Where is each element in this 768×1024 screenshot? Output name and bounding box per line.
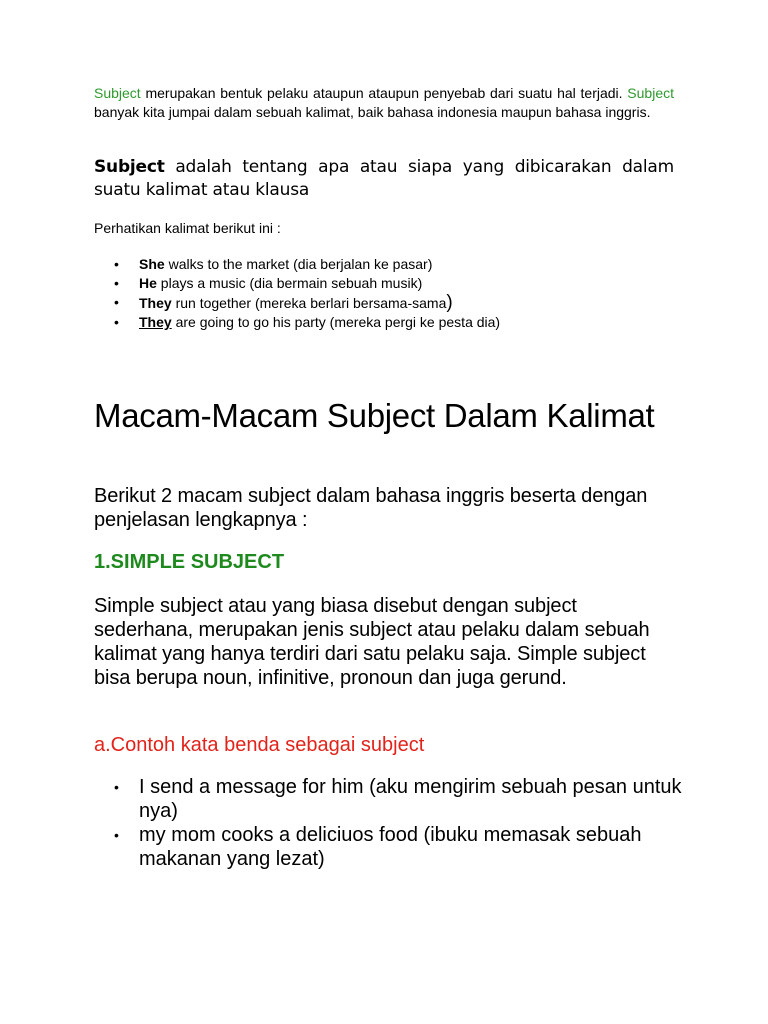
subject-term: Subject — [94, 85, 141, 101]
list-item — [94, 293, 694, 313]
example-text: are going to go his party (mereka pergi ke pesta dia) — [171, 314, 501, 330]
section-body: Simple subject atau yang biasa disebut dengan subject sederhana, merupakan jenis subject atau pelaku dalam sebuah kalimat yang hanya terdiri dari satu pelaku saja. Simple subject bisa berupa noun, infinitive, pronoun dan juga gerund. — [94, 595, 650, 689]
section-title-simple-subject: 1.SIMPLE SUBJECT — [94, 551, 285, 573]
subject-term: Subject — [627, 85, 674, 101]
list-item — [94, 313, 694, 332]
intro-paragraph — [94, 84, 674, 122]
list-item — [94, 255, 694, 274]
intro-text-2: banyak kita jumpai dalam sebuah kalimat, baik bahasa indonesia maupun bahasa inggris. — [94, 104, 651, 120]
example-text: walks to the market (dia berjalan ke pasar) — [164, 256, 433, 272]
list-item — [94, 274, 694, 293]
example-subject: She — [139, 256, 165, 272]
list-item: • I send a message for him (aku mengirim sebuah pesan untuk nya) — [94, 775, 694, 823]
example-subject: They — [139, 295, 172, 311]
page-heading: Macam-Macam Subject Dalam Kalimat — [94, 397, 655, 434]
examples-prompt: Perhatikan kalimat berikut ini : — [94, 220, 281, 236]
definition-term: Subject — [94, 157, 165, 177]
intro-text-1: merupakan bentuk pelaku ataupun ataupun penyebab dari suatu hal terjadi. — [140, 85, 628, 101]
definition-text: adalah tentang apa atau siapa yang dibicarakan dalam suatu kalimat atau klausa — [94, 157, 674, 200]
example-closing-paren: ) — [446, 292, 453, 313]
definition-paragraph — [94, 156, 674, 202]
examples-list — [94, 255, 694, 332]
example-subject: He — [139, 275, 157, 291]
example-subject: They — [139, 314, 172, 330]
list-item: • my mom cooks a deliciuos food (ibuku memasak sebuah makanan yang lezat) — [94, 823, 694, 871]
example-text: plays a music (dia bermain sebuah musik) — [156, 275, 423, 291]
example-text: run together (mereka berlari bersama-sama — [171, 295, 447, 311]
lead-paragraph: Berikut 2 macam subject dalam bahasa inggris beserta dengan penjelasan lengkapnya : — [94, 485, 648, 531]
subsection-title-noun-subject: a.Contoh kata benda sebagai subject — [94, 734, 425, 756]
noun-examples-list — [94, 775, 694, 871]
